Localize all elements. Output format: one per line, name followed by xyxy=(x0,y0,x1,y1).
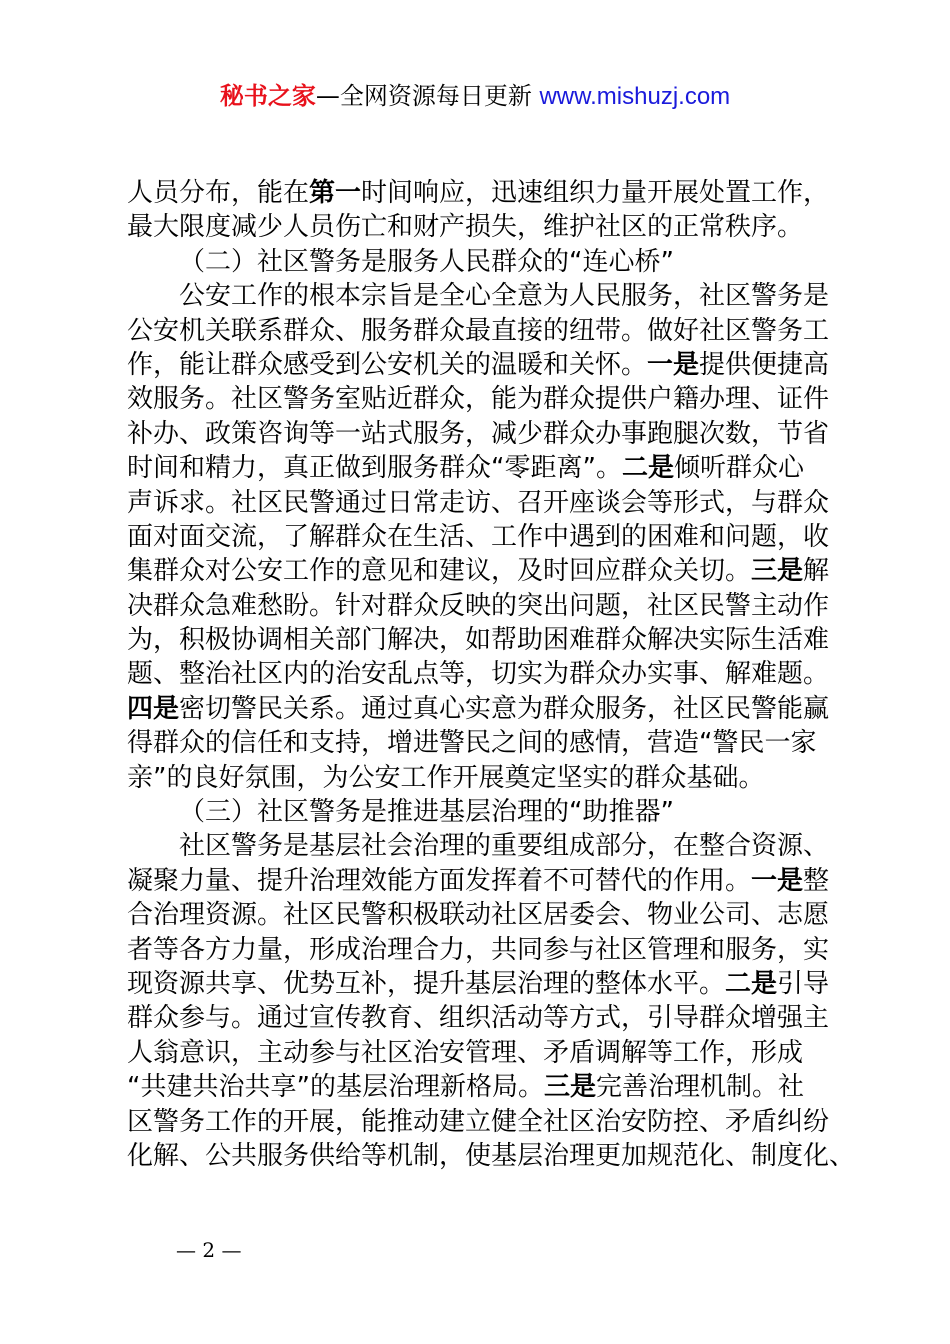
text-segment: “共建共治共享”的基层治理新格局。 xyxy=(127,1072,544,1103)
text-segment: 者等各方力量，形成治理合力，共同参与社区管理和服务，实 xyxy=(127,934,830,965)
text-line xyxy=(127,829,837,863)
text-line xyxy=(127,898,837,932)
text-segment: 作，能让群众感受到公安机关的温暖和关怀。 xyxy=(127,349,648,380)
document-body xyxy=(127,176,856,1173)
site-header xyxy=(0,80,950,113)
text-line xyxy=(127,176,837,210)
bold-segment: 二是 xyxy=(725,968,778,999)
site-slogan: —全网资源每日更新 xyxy=(315,82,540,110)
text-segment: 社区警务是基层社会治理的重要组成部分，在整合资源、 xyxy=(179,831,830,862)
bold-segment: 三是 xyxy=(751,556,804,587)
text-segment: 得群众的信任和支持，增进警民之间的感情，营造“警民一家 xyxy=(127,728,817,759)
text-segment: 解 xyxy=(803,556,830,587)
text-segment: 人员分布，能在 xyxy=(127,178,310,208)
text-segment: 公安机关联系群众、服务群众最直接的纽带。做好社区警务工 xyxy=(127,315,830,346)
text-segment: 化解、公共服务供给等机制，使基层治理更加规范化、制度化、 xyxy=(127,1140,856,1171)
text-line xyxy=(127,417,837,451)
section-heading xyxy=(127,245,837,279)
text-segment: 合治理资源。社区民警积极联动社区居委会、物业公司、志愿 xyxy=(127,900,830,931)
page-number: — 2 — xyxy=(176,1238,242,1262)
site-brand: 秘书之家 xyxy=(219,82,316,110)
text-segment: 为，积极协调相关部门解决，如帮助困难群众解决实际生活难 xyxy=(127,625,830,656)
text-segment: 效服务。社区警务室贴近群众，能为群众提供户籍办理、证件 xyxy=(127,384,830,415)
text-line xyxy=(127,761,837,795)
text-segment: 最大限度减少人员伤亡和财产损失，维护社区的正常秩序。 xyxy=(127,212,804,243)
text-line xyxy=(127,486,837,520)
text-segment: 区警务工作的开展，能推动建立健全社区治安防控、矛盾纠纷 xyxy=(127,1106,830,1137)
text-line xyxy=(127,1070,837,1104)
text-line xyxy=(127,520,837,554)
text-segment: 题、整治社区内的治安乱点等，切实为群众办实事、解难题。 xyxy=(127,659,830,690)
text-segment: 密切警民关系。通过真心实意为群众服务，社区民警能赢 xyxy=(179,693,830,724)
text-line xyxy=(127,314,837,348)
text-line xyxy=(127,210,837,244)
text-segment: 人翁意识，主动参与社区治安管理、矛盾调解等工作，形成 xyxy=(127,1037,804,1068)
text-line xyxy=(127,279,837,313)
text-segment: 完善治理机制。社 xyxy=(595,1072,804,1103)
text-segment: 提供便捷高 xyxy=(699,349,830,380)
bold-segment: 第一 xyxy=(309,178,362,208)
bold-segment: 一是 xyxy=(751,865,804,896)
text-segment: 集群众对公安工作的意见和建议，及时回应群众关切。 xyxy=(127,556,752,587)
text-segment: 整 xyxy=(803,865,830,896)
text-segment: 亲”的良好氛围，为公安工作开展奠定坚实的群众基础。 xyxy=(127,762,765,793)
text-segment: 时间响应，迅速组织力量开展处置工作， xyxy=(361,178,830,208)
text-line xyxy=(127,933,837,967)
site-url-link[interactable]: www.mishuzj.com xyxy=(539,83,731,110)
text-segment: 引导 xyxy=(777,968,830,999)
text-line xyxy=(127,451,837,485)
bold-segment: 三是 xyxy=(543,1072,596,1103)
text-line xyxy=(127,1139,856,1173)
text-line xyxy=(127,348,837,382)
text-line xyxy=(127,967,837,1001)
text-segment: 现资源共享、优势互补，提升基层治理的整体水平。 xyxy=(127,968,726,999)
text-segment: 时间和精力，真正做到服务群众“零距离”。 xyxy=(127,453,622,484)
text-line xyxy=(127,726,837,760)
text-segment: 补办、政策咨询等一站式服务，减少群众办事跑腿次数，节省 xyxy=(127,418,830,449)
bold-segment: 一是 xyxy=(647,349,700,380)
text-segment: 声诉求。社区民警通过日常走访、召开座谈会等形式，与群众 xyxy=(127,487,830,518)
text-segment: 凝聚力量、提升治理效能方面发挥着不可替代的作用。 xyxy=(127,865,752,896)
text-line xyxy=(127,1036,837,1070)
text-line xyxy=(127,1105,837,1139)
text-line xyxy=(127,554,837,588)
bold-segment: 四是 xyxy=(127,693,180,724)
text-segment: 面对面交流，了解群众在生活、工作中遇到的困难和问题，收 xyxy=(127,521,830,552)
heading-text: （二）社区警务是服务人民群众的“连心桥” xyxy=(179,246,674,277)
text-line xyxy=(127,864,837,898)
text-segment: 群众参与。通过宣传教育、组织活动等方式，引导群众增强主 xyxy=(127,1003,830,1034)
text-line xyxy=(127,623,837,657)
text-line xyxy=(127,589,837,623)
section-heading xyxy=(127,795,837,829)
text-line xyxy=(127,382,837,416)
text-segment: 倾听群众心 xyxy=(673,453,804,484)
text-line xyxy=(127,1001,837,1035)
text-segment: 公安工作的根本宗旨是全心全意为人民服务，社区警务是 xyxy=(179,281,830,312)
heading-text: （三）社区警务是推进基层治理的“助推器” xyxy=(179,797,674,828)
bold-segment: 二是 xyxy=(621,453,674,484)
text-line xyxy=(127,657,837,691)
text-line xyxy=(127,692,837,726)
text-segment: 决群众急难愁盼。针对群众反映的突出问题，社区民警主动作 xyxy=(127,590,830,621)
